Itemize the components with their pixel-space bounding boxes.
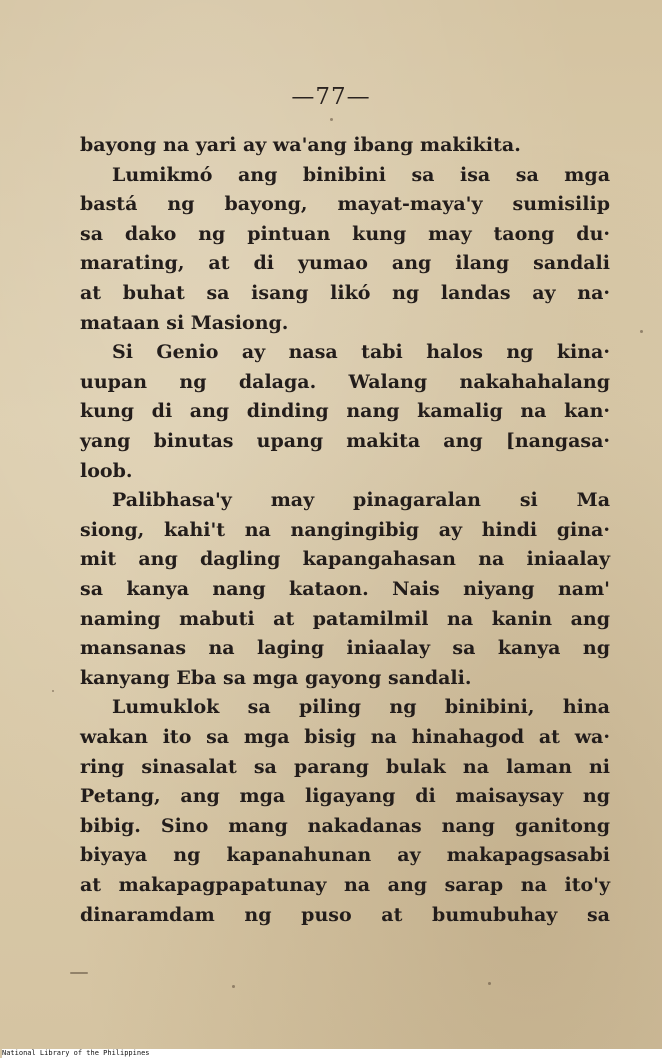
text-line: mit ang dagling kapangahasan na iniaalay	[80, 548, 610, 571]
text-line: biyaya ng kapanahunan ay makapagsasabi	[80, 844, 610, 867]
text-line: siong, kahi't na nangingibig ay hindi gina·	[80, 518, 610, 541]
text-line: Petang, ang mga ligayang di maisaysay ng	[80, 785, 610, 808]
paper-speck	[52, 690, 54, 692]
text-line: naming mabuti at patamilmil na kanin ang	[80, 607, 610, 630]
text-line: mataan si Masiong.	[80, 311, 289, 334]
text-line: ring sinasalat sa parang bulak na laman ni	[80, 755, 610, 778]
paper-speck	[640, 330, 643, 333]
paper-speck	[330, 118, 333, 121]
text-line: bastá ng bayong, mayat-maya'y sumisilip	[80, 193, 610, 216]
text-line: at makapagpapatunay na ang sarap na ito'y	[80, 874, 610, 896]
text-line: dinaramdam ng puso at bumubuhay sa	[80, 903, 610, 926]
text-line: sa kanya nang kataon. Nais niyang nam'	[80, 578, 610, 600]
text-line: uupan ng dalaga. Walang nakahahalang	[80, 370, 610, 393]
text-line: Palibhasa'y may pinagaralan si Ma	[112, 489, 610, 512]
library-credit: National Library of the Philippines	[2, 1049, 662, 1058]
text-line: kung di ang dinding nang kamalig na kan·	[80, 400, 610, 423]
text-line: kanyang Eba sa mga gayong sandali.	[80, 666, 472, 689]
text-line: sa dako ng pintuan kung may taong du·	[80, 222, 610, 245]
text-line: bayong na yari ay wa'ang ibang makikita.	[80, 134, 521, 156]
paper-speck	[488, 982, 491, 985]
paper-speck	[70, 972, 88, 974]
text-line: Lumikmó ang binibini sa isa sa mga	[112, 163, 610, 186]
text-line: yang binutas upang makita ang [nangasa·	[80, 430, 610, 452]
text-line: Lumuklok sa piling ng binibini, hina	[112, 696, 610, 719]
paper-speck	[232, 985, 235, 988]
text-line: bibig. Sino mang nakadanas nang ganitong	[80, 814, 610, 837]
text-line: wakan ito sa mga bisig na hinahagod at wa·	[80, 726, 610, 748]
page-number: —77—	[291, 84, 371, 110]
text-line: Si Genio ay nasa tabi halos ng kina·	[112, 341, 610, 364]
text-line: mansanas na laging iniaalay sa kanya ng	[80, 637, 610, 660]
text-line: at buhat sa isang likó ng landas ay na·	[80, 282, 610, 304]
text-line: loob.	[80, 459, 133, 482]
text-line: marating, at di yumao ang ilang sandali	[80, 252, 610, 275]
